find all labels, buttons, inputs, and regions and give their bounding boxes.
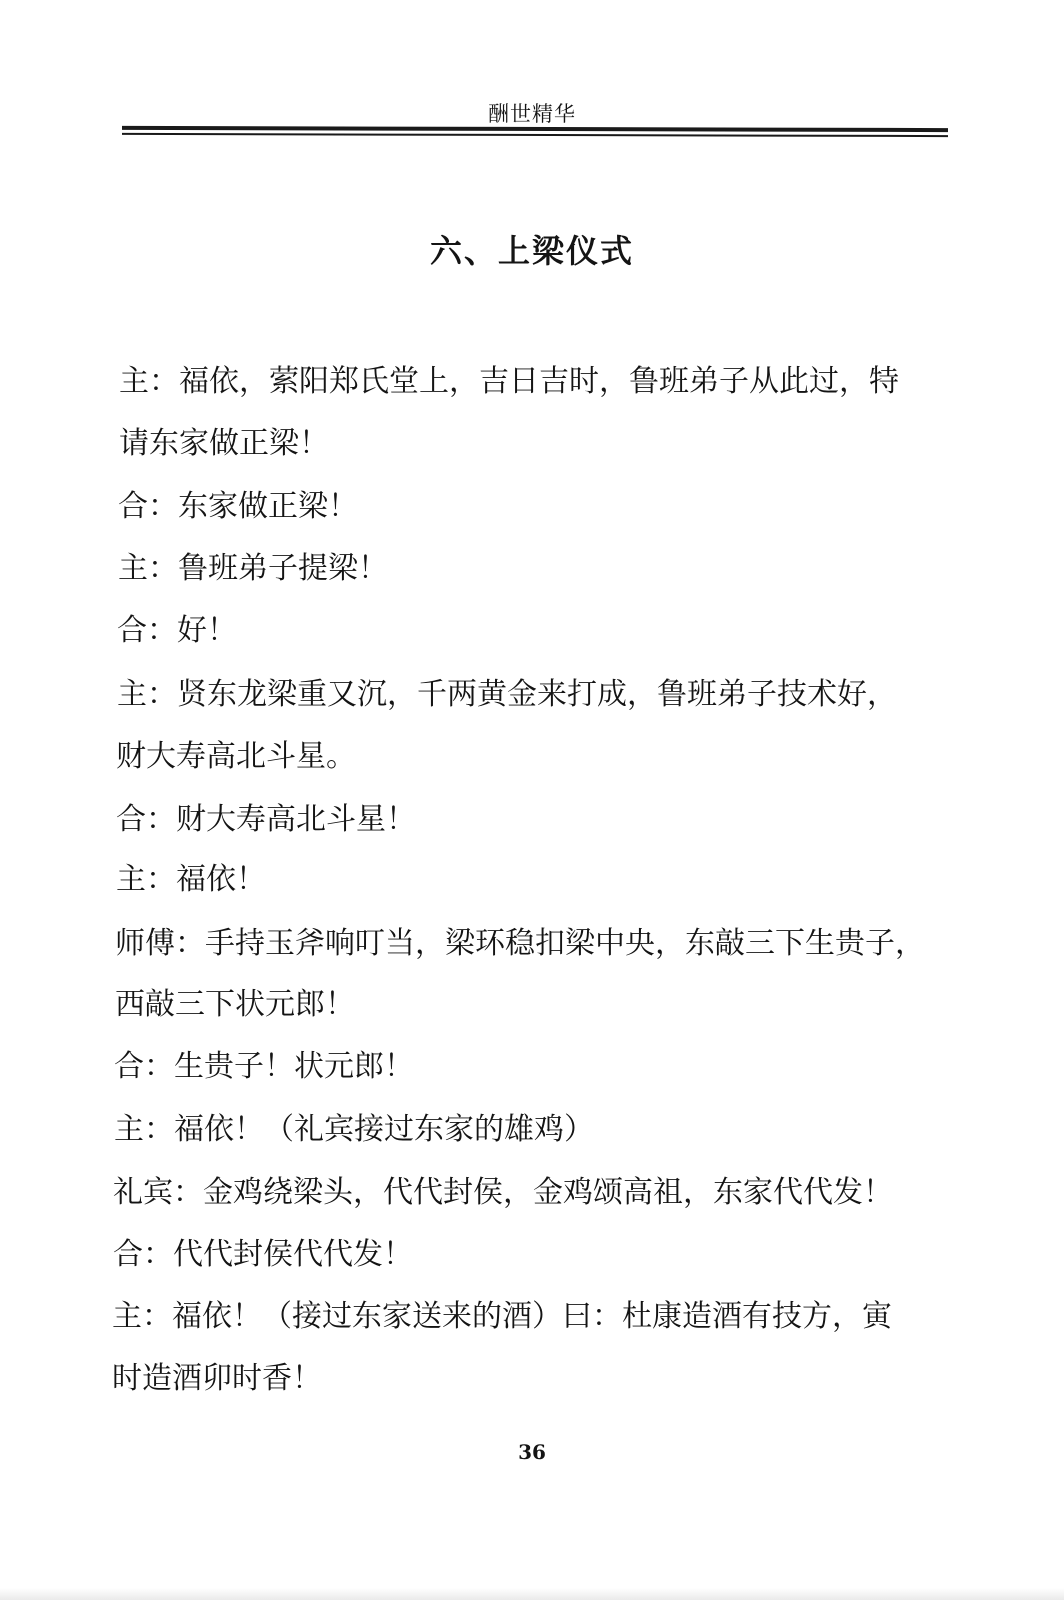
page-number: 36 [518,1440,546,1464]
header-rule-thick [122,126,948,132]
text-line: 时造酒卯时香！ [112,1361,322,1396]
running-header: 酬世精华 [488,102,576,126]
text-line: 财大寿高北斗星。 [116,739,356,774]
text-line: 主：福依！ [116,862,266,897]
text-line: 礼宾：金鸡绕梁头，代代封侯，金鸡颂高祖，东家代代发！ [113,1175,893,1210]
text-line: 合：代代封侯代代发！ [113,1237,413,1272]
text-line: 合：东家做正梁！ [118,489,358,524]
text-line: 主：福依！（接过东家送来的酒）曰：杜康造酒有技方，寅 [112,1299,892,1334]
header-rule-thin [122,133,948,137]
text-line: 合：生贵子！状元郎！ [114,1049,414,1084]
text-line: 合：财大寿高北斗星！ [116,802,416,837]
text-line: 主：贤东龙梁重又沉，千两黄金来打成，鲁班弟子技术好， [117,677,897,712]
section-title: 六、上梁仪式 [429,232,634,270]
text-line: 西敲三下状元郎！ [115,987,355,1022]
text-line: 请东家做正梁！ [119,426,329,461]
text-line: 主：福依！（礼宾接过东家的雄鸡） [114,1112,594,1147]
scan-edge [0,1588,1064,1600]
text-line: 师傅：手持玉斧响叮当，梁环稳扣梁中央，东敲三下生贵子， [115,926,925,961]
text-line: 主：福依，萦阳郑氏堂上，吉日吉时，鲁班弟子从此过，特 [119,364,899,399]
text-line: 主：鲁班弟子提梁！ [118,551,388,586]
text-line: 合：好！ [117,613,237,648]
